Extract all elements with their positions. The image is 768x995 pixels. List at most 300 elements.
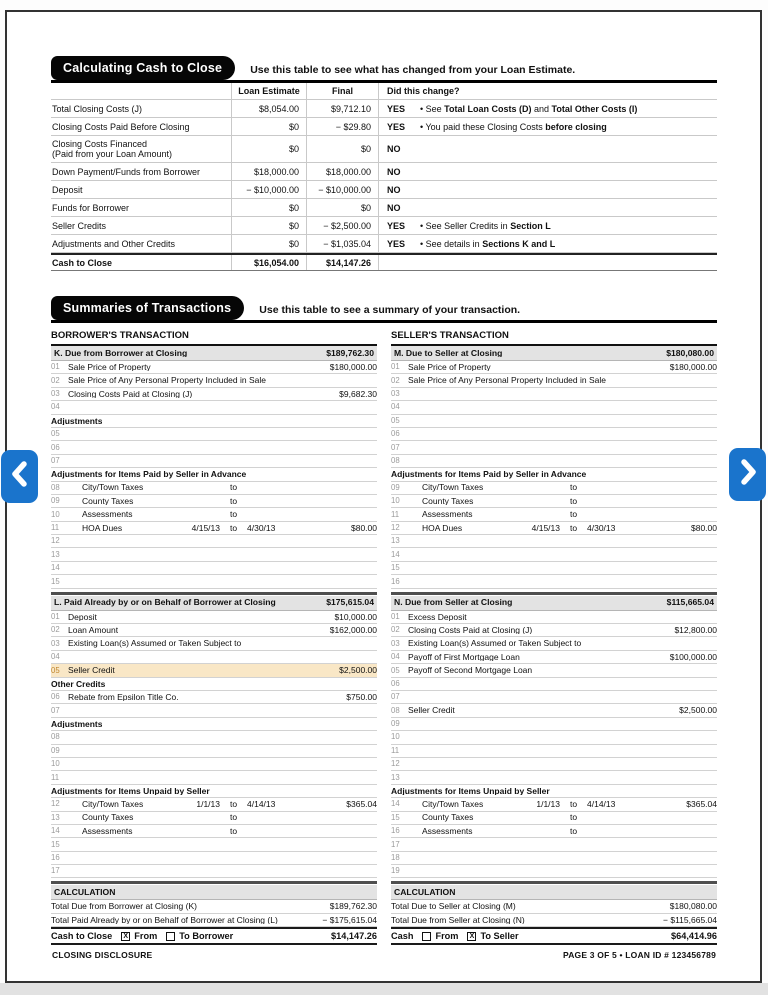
row-label-cell xyxy=(51,136,231,162)
row-label: Deposit xyxy=(68,612,97,622)
line-item-row xyxy=(51,651,377,664)
col-loan-estimate: Loan Estimate xyxy=(231,83,306,99)
section-header-label: CALCULATION xyxy=(394,888,456,897)
subheader-label: Adjustments for Items Paid by Seller in Advance xyxy=(391,470,587,479)
row-number: 06 xyxy=(391,678,400,688)
line-item-row xyxy=(51,535,377,548)
seller-rows xyxy=(391,346,717,945)
line-item-row xyxy=(391,624,717,637)
final-value: $0 xyxy=(306,199,378,216)
line-item-row xyxy=(51,441,377,454)
footer-page-loan-id: PAGE 3 OF 5 • LOAN ID # 123456789 xyxy=(562,950,716,960)
row-number: 11 xyxy=(51,772,60,782)
cash-table-body xyxy=(51,100,717,271)
row-number: 14 xyxy=(51,826,60,836)
date-until: 4/30/13 xyxy=(247,522,276,533)
row-label: Rebate from Epsilon Title Co. xyxy=(68,692,179,702)
subheader-row xyxy=(51,468,377,481)
change-cell xyxy=(378,163,717,180)
final-value: $14,147.26 xyxy=(306,255,378,270)
date-from: 1/1/13 xyxy=(196,799,220,810)
row-number: 19 xyxy=(391,866,400,876)
change-flag: NO xyxy=(387,144,401,154)
line-item-row xyxy=(391,401,717,414)
subheader-row xyxy=(391,785,717,798)
row-label: Payoff of Second Mortgage Loan xyxy=(408,666,533,675)
row-label: Existing Loan(s) Assumed or Taken Subject to xyxy=(408,639,582,648)
line-item-row xyxy=(391,611,717,624)
row-label-cell xyxy=(51,199,231,216)
line-item-row xyxy=(391,664,717,677)
date-item-row xyxy=(51,482,377,495)
row-label: Assessments xyxy=(422,510,473,519)
row-number: 17 xyxy=(51,866,60,876)
row-number: 06 xyxy=(51,692,60,702)
calculation-row xyxy=(51,900,377,913)
date-to-word: to xyxy=(229,509,238,520)
line-item-row xyxy=(51,575,377,588)
row-number: 09 xyxy=(391,482,400,492)
cash-table-header-row xyxy=(51,83,717,100)
line-item-row xyxy=(51,548,377,561)
row-label: Closing Costs Paid at Closing (J) xyxy=(68,389,193,399)
final-value: − $29.80 xyxy=(306,118,378,135)
line-item-row xyxy=(51,852,377,865)
section-header-amount: $175,615.04 xyxy=(326,597,374,608)
line-item-row xyxy=(51,838,377,851)
row-label: Cash to Close xyxy=(52,257,113,268)
date-item-row xyxy=(391,508,717,521)
row-amount: $180,000.00 xyxy=(329,361,377,372)
section-separator xyxy=(51,881,377,884)
row-number: 16 xyxy=(391,576,400,586)
calculation-row xyxy=(391,914,717,927)
cash-table-row xyxy=(51,118,717,136)
date-item-row xyxy=(51,798,377,811)
row-number: 12 xyxy=(391,759,400,769)
date-until: 4/14/13 xyxy=(587,799,616,810)
row-amount: $365.04 xyxy=(346,799,377,810)
row-amount: $100,000.00 xyxy=(669,651,717,662)
date-until: 4/14/13 xyxy=(247,799,276,810)
row-label: City/Town Taxes xyxy=(82,800,144,809)
row-label: Seller Credits xyxy=(52,220,107,231)
date-to-word: to xyxy=(229,812,238,823)
seller-column xyxy=(391,326,717,945)
borrower-column xyxy=(51,326,377,945)
section-header-label: N. Due from Seller at Closing xyxy=(394,598,513,607)
section-separator xyxy=(51,592,377,595)
col-final: Final xyxy=(306,83,378,99)
loan-estimate-value: $16,054.00 xyxy=(231,255,306,270)
row-label: Assessments xyxy=(422,826,473,836)
row-label: Sale Price of Any Personal Property Included in Sale xyxy=(408,376,606,385)
line-item-row xyxy=(51,401,377,414)
summaries-section xyxy=(51,296,717,945)
row-number: 02 xyxy=(391,625,400,635)
row-number: 03 xyxy=(51,638,60,648)
row-number: 17 xyxy=(391,839,400,849)
loan-estimate-value: $0 xyxy=(231,136,306,162)
cash-table-row xyxy=(51,199,717,217)
line-item-row xyxy=(391,691,717,704)
checkbox-from-label: From xyxy=(134,930,158,941)
final-value: $18,000.00 xyxy=(306,163,378,180)
date-item-row xyxy=(391,522,717,535)
date-to-word: to xyxy=(229,522,238,533)
date-item-row xyxy=(51,812,377,825)
row-label: City/Town Taxes xyxy=(82,483,144,492)
row-number: 02 xyxy=(51,625,60,635)
section-header-row xyxy=(51,346,377,361)
line-item-row xyxy=(51,691,377,704)
line-item-row xyxy=(51,455,377,468)
borrower-rows xyxy=(51,346,377,945)
row-number: 04 xyxy=(391,652,400,662)
change-flag: YES xyxy=(387,220,406,231)
date-to-word: to xyxy=(229,495,238,506)
row-number: 02 xyxy=(51,375,60,385)
summaries-header xyxy=(51,296,717,323)
row-number: 07 xyxy=(51,456,60,466)
row-amount: $2,500.00 xyxy=(679,705,717,716)
row-number: 13 xyxy=(51,812,60,822)
line-item-row xyxy=(51,374,377,387)
row-amount: $189,762.30 xyxy=(329,901,377,912)
row-number: 05 xyxy=(51,665,60,675)
line-item-row xyxy=(51,428,377,441)
row-number: 01 xyxy=(51,611,60,621)
line-item-row xyxy=(391,865,717,878)
date-to-word: to xyxy=(229,799,238,810)
transaction-columns xyxy=(51,326,717,945)
row-label: Cash xyxy=(391,931,414,941)
subheader-row xyxy=(51,718,377,731)
row-label: Closing Costs Financed xyxy=(52,139,148,149)
line-item-row xyxy=(51,731,377,744)
row-number: 14 xyxy=(51,563,60,573)
row-label: Funds for Borrower xyxy=(52,202,130,213)
row-amount: $365.04 xyxy=(686,799,717,810)
change-note: • See Seller Credits in xyxy=(420,220,511,231)
footer-document-title: CLOSING DISCLOSURE xyxy=(52,950,153,960)
date-item-row xyxy=(51,522,377,535)
change-note: before closing xyxy=(545,121,607,132)
row-amount: $162,000.00 xyxy=(329,624,377,635)
row-number: 03 xyxy=(51,389,60,399)
row-number: 15 xyxy=(51,839,60,849)
row-number: 09 xyxy=(51,745,60,755)
row-label: Closing Costs Paid at Closing (J) xyxy=(408,625,533,635)
line-item-row xyxy=(391,731,717,744)
row-label: Cash to Close xyxy=(51,931,113,941)
line-item-row xyxy=(391,441,717,454)
row-amount: $10,000.00 xyxy=(334,611,377,622)
change-note: • You paid these Closing Costs xyxy=(420,121,546,132)
row-label: Existing Loan(s) Assumed or Taken Subject to xyxy=(68,639,242,648)
row-amount: $12,800.00 xyxy=(674,624,717,635)
line-item-row xyxy=(51,865,377,878)
section-separator xyxy=(391,881,717,884)
row-number: 15 xyxy=(391,812,400,822)
line-item-row xyxy=(391,535,717,548)
borrower-column-title: BORROWER'S TRANSACTION xyxy=(51,326,377,346)
row-number: 02 xyxy=(391,375,400,385)
row-number: 12 xyxy=(391,522,400,532)
row-label: Total Paid Already by or on Behalf of Borrower at Closing (L) xyxy=(51,915,278,925)
row-number: 10 xyxy=(391,496,400,506)
section-header-label: L. Paid Already by or on Behalf of Borrower at Closing xyxy=(54,598,276,607)
loan-estimate-value: $18,000.00 xyxy=(231,163,306,180)
subheader-label: Adjustments for Items Unpaid by Seller xyxy=(391,786,550,796)
change-flag: YES xyxy=(387,238,406,249)
final-value: − $10,000.00 xyxy=(306,181,378,198)
cash-total-row xyxy=(391,927,717,945)
line-item-row xyxy=(391,575,717,588)
change-cell xyxy=(378,235,717,252)
loan-estimate-value: $8,054.00 xyxy=(231,100,306,117)
row-label: Total Due from Borrower at Closing (K) xyxy=(51,902,197,911)
calculation-row xyxy=(391,900,717,913)
row-number: 07 xyxy=(51,705,60,715)
change-cell xyxy=(378,118,717,135)
row-number: 16 xyxy=(391,826,400,836)
row-number: 14 xyxy=(391,549,400,559)
line-item-row xyxy=(51,758,377,771)
row-number: 04 xyxy=(391,402,400,412)
row-label: Total Due to Seller at Closing (M) xyxy=(391,902,516,911)
row-number: 07 xyxy=(391,692,400,702)
row-number: 13 xyxy=(391,536,400,546)
loan-estimate-value: $0 xyxy=(231,118,306,135)
row-label: Sale Price of Any Personal Property Included in Sale xyxy=(68,376,266,385)
final-value: $0 xyxy=(306,136,378,162)
row-amount: $2,500.00 xyxy=(339,665,377,676)
line-item-row xyxy=(391,361,717,374)
line-item-row xyxy=(51,562,377,575)
date-item-row xyxy=(391,825,717,838)
row-label: Seller Credit xyxy=(68,666,115,675)
prev-page-button[interactable] xyxy=(1,450,38,503)
line-item-row xyxy=(51,664,377,677)
date-item-row xyxy=(51,495,377,508)
row-number: 08 xyxy=(51,482,60,492)
row-amount: $80.00 xyxy=(691,522,717,533)
row-label: Sale Price of Property xyxy=(408,362,491,372)
subheader-label: Adjustments for Items Unpaid by Seller xyxy=(51,786,210,796)
change-note: and xyxy=(531,103,552,114)
cash-total-row xyxy=(51,927,377,945)
line-item-row xyxy=(391,704,717,717)
line-item-row xyxy=(391,758,717,771)
line-item-row xyxy=(391,562,717,575)
change-cell xyxy=(378,217,717,234)
section-header-label: K. Due from Borrower at Closing xyxy=(54,348,188,358)
date-item-row xyxy=(391,812,717,825)
row-label-cell xyxy=(51,163,231,180)
subheader-label: Adjustments xyxy=(51,719,103,729)
row-label: Loan Amount xyxy=(68,625,119,635)
row-number: 03 xyxy=(391,389,400,399)
change-cell xyxy=(378,255,717,270)
section-separator xyxy=(391,592,717,595)
row-label: County Taxes xyxy=(82,496,134,506)
row-number: 10 xyxy=(51,509,60,519)
change-note: Section L xyxy=(510,220,551,231)
row-amount: $14,147.26 xyxy=(331,930,377,941)
col-did-this-change: Did this change? xyxy=(378,83,717,99)
row-label: County Taxes xyxy=(422,813,474,822)
row-label: Total Closing Costs (J) xyxy=(52,103,143,114)
cash-table-row xyxy=(51,235,717,253)
row-number: 06 xyxy=(391,429,400,439)
row-label-cell xyxy=(51,217,231,234)
section-intro: Use this table to see a summary of your transaction. xyxy=(259,304,521,316)
row-number: 14 xyxy=(391,799,400,809)
row-number: 12 xyxy=(51,536,60,546)
date-to-word: to xyxy=(569,812,578,823)
row-amount: $80.00 xyxy=(351,522,377,533)
row-label: Sale Price of Property xyxy=(68,362,151,372)
change-note: Sections K and L xyxy=(482,238,556,249)
line-item-row xyxy=(51,745,377,758)
line-item-row xyxy=(391,428,717,441)
row-number: 11 xyxy=(51,522,60,532)
checkbox-to xyxy=(166,932,175,941)
line-item-row xyxy=(391,415,717,428)
row-amount: $64,414.96 xyxy=(671,930,717,941)
date-to-word: to xyxy=(229,482,238,493)
checkbox-from: X xyxy=(121,932,130,941)
row-label: HOA Dues xyxy=(82,523,123,533)
date-until: 4/30/13 xyxy=(587,522,616,533)
subheader-row xyxy=(51,785,377,798)
section-header-row xyxy=(391,885,717,900)
closing-disclosure-page xyxy=(5,10,762,983)
line-item-row xyxy=(391,455,717,468)
loan-estimate-value: $0 xyxy=(231,217,306,234)
row-label-cell xyxy=(51,235,231,252)
subheader-label: Other Credits xyxy=(51,679,106,689)
row-amount: $750.00 xyxy=(346,691,377,702)
line-item-row xyxy=(51,611,377,624)
row-amount: $180,000.00 xyxy=(669,361,717,372)
final-value: − $2,500.00 xyxy=(306,217,378,234)
row-label-cell xyxy=(51,118,231,135)
row-label-cell xyxy=(51,181,231,198)
change-cell xyxy=(378,100,717,117)
section-header-row xyxy=(391,596,717,611)
row-number: 03 xyxy=(391,638,400,648)
change-note: Total Other Costs (I) xyxy=(551,103,638,114)
line-item-row xyxy=(51,361,377,374)
chevron-left-icon xyxy=(5,454,35,499)
row-number: 05 xyxy=(391,665,400,675)
line-item-row xyxy=(51,388,377,401)
subheader-label: Adjustments xyxy=(51,416,103,425)
change-note: Total Loan Costs (D) xyxy=(444,103,532,114)
seller-column-title: SELLER'S TRANSACTION xyxy=(391,326,717,346)
row-label-cell xyxy=(51,100,231,117)
row-number: 08 xyxy=(391,705,400,715)
header-spacer xyxy=(51,83,231,99)
row-number: 10 xyxy=(391,732,400,742)
page-footer xyxy=(52,950,716,960)
change-note: • See xyxy=(420,103,445,114)
date-item-row xyxy=(51,825,377,838)
checkbox-to-label: To Borrower xyxy=(179,930,234,941)
row-label: Down Payment/Funds from Borrower xyxy=(52,166,201,177)
date-item-row xyxy=(51,508,377,521)
row-number: 01 xyxy=(391,611,400,621)
row-number: 06 xyxy=(51,442,60,452)
row-number: 04 xyxy=(51,402,60,412)
change-flag: NO xyxy=(387,184,401,195)
cash-table-row xyxy=(51,253,717,271)
change-flag: YES xyxy=(387,121,406,132)
section-header-amount: $180,080.00 xyxy=(666,347,714,358)
row-label: Seller Credit xyxy=(408,706,455,715)
section-tab: Summaries of Transactions xyxy=(51,296,244,320)
final-value: − $1,035.04 xyxy=(306,235,378,252)
row-number: 10 xyxy=(51,759,60,769)
subheader-row xyxy=(391,468,717,481)
subheader-row xyxy=(51,415,377,428)
loan-estimate-value: $0 xyxy=(231,199,306,216)
change-cell xyxy=(378,181,717,198)
loan-estimate-value: $0 xyxy=(231,235,306,252)
change-flag: NO xyxy=(387,202,401,213)
cash-table-row xyxy=(51,217,717,235)
row-number: 15 xyxy=(391,563,400,573)
row-label-line2: (Paid from your Loan Amount) xyxy=(52,149,173,159)
change-cell xyxy=(378,136,717,162)
line-item-row xyxy=(391,678,717,691)
line-item-row xyxy=(391,718,717,731)
subheader-row xyxy=(51,678,377,691)
section-header-row xyxy=(51,885,377,900)
row-number: 01 xyxy=(51,362,60,372)
row-label: Excess Deposit xyxy=(408,612,467,622)
cash-to-close-header xyxy=(51,56,717,83)
row-amount: − $115,665.04 xyxy=(663,914,717,925)
row-number: 04 xyxy=(51,652,60,662)
date-to-word: to xyxy=(229,825,238,836)
cash-to-close-section xyxy=(51,56,717,271)
row-label: Assessments xyxy=(82,826,133,836)
checkbox-from-label: From xyxy=(435,930,459,941)
line-item-row xyxy=(391,388,717,401)
checkbox-to: X xyxy=(467,932,476,941)
row-number: 09 xyxy=(51,496,60,506)
section-header-label: M. Due to Seller at Closing xyxy=(394,348,503,358)
row-number: 13 xyxy=(51,549,60,559)
date-to-word: to xyxy=(569,495,578,506)
line-item-row xyxy=(391,745,717,758)
date-item-row xyxy=(391,482,717,495)
page-content xyxy=(7,12,760,945)
line-item-row xyxy=(391,838,717,851)
row-number: 15 xyxy=(51,576,60,586)
section-header-label: CALCULATION xyxy=(54,888,116,897)
row-number: 09 xyxy=(391,719,400,729)
cash-table-row xyxy=(51,136,717,163)
next-page-button[interactable] xyxy=(729,448,766,501)
row-label: County Taxes xyxy=(422,496,474,506)
row-label: Payoff of First Mortgage Loan xyxy=(408,652,520,662)
change-flag: YES xyxy=(387,103,406,114)
background-strip xyxy=(0,983,768,995)
